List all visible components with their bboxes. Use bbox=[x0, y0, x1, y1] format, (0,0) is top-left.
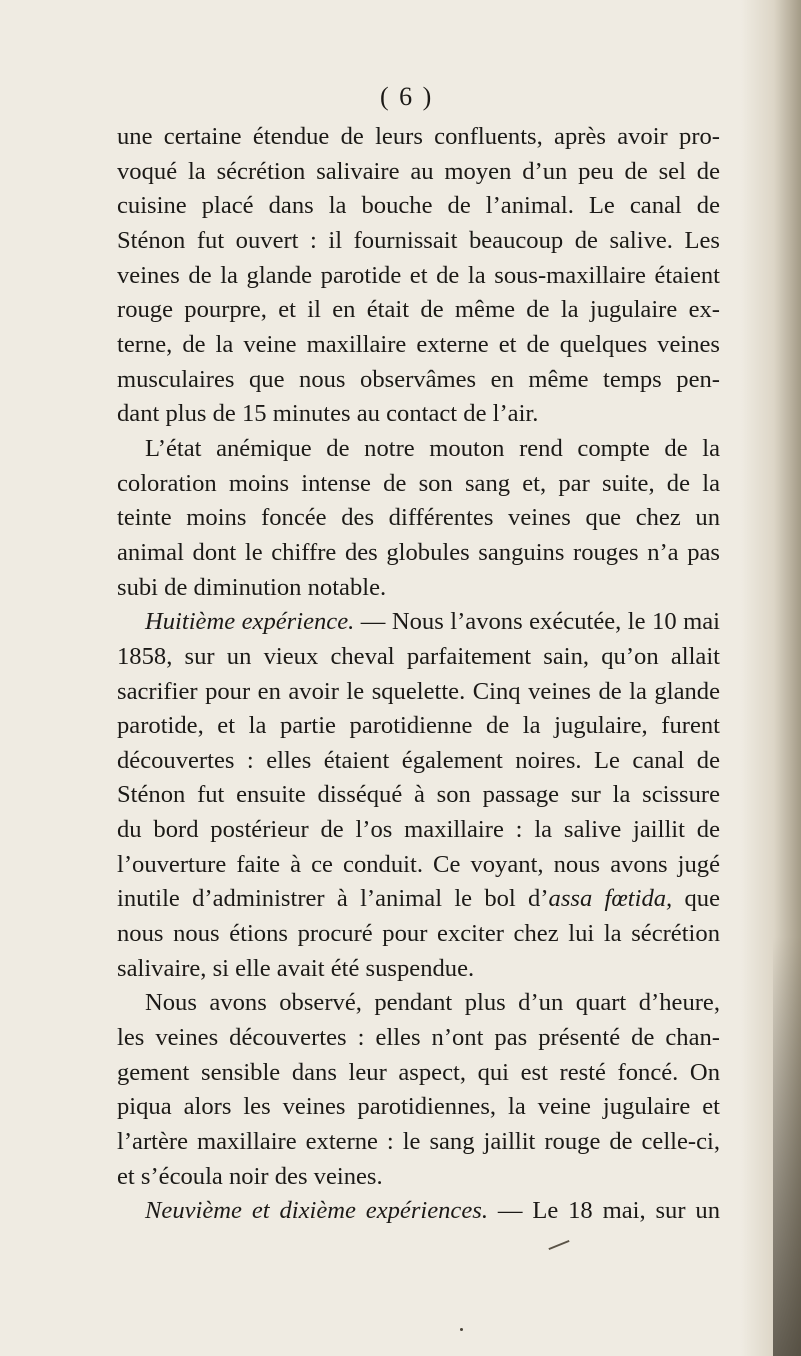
page-number: ( 6 ) bbox=[380, 82, 434, 111]
text-line: piqua alors les veines parotidiennes, la veine jugulaire et bbox=[117, 1093, 720, 1121]
text-line bbox=[117, 882, 720, 917]
paper-mark bbox=[548, 1240, 569, 1250]
text-line: 1858, sur un vieux cheval parfaitement sain, qu’on allait bbox=[117, 642, 720, 670]
text-line: une certaine étendue de leurs confluents, après avoir pro- bbox=[117, 123, 720, 150]
text-line: découvertes : elles étaient également noires. Le canal de bbox=[117, 746, 720, 774]
text-line: cuisine placé dans la bouche de l’animal. Le canal de bbox=[117, 192, 720, 220]
text-line: coloration moins intense de son sang et, par suite, de la bbox=[117, 469, 720, 497]
text-line: parotide, et la partie parotidienne de la jugulaire, furent bbox=[117, 712, 720, 740]
italic-term: assa fœtida, bbox=[548, 885, 673, 913]
text-line: musculaires que nous observâmes en même temps pen- bbox=[117, 365, 720, 393]
text-line: nous nous étions procuré pour exciter chez lui la sécrétion bbox=[117, 920, 720, 948]
text-line: teinte moins foncée des différentes veines que chez un bbox=[117, 504, 720, 532]
text-line: Nous avons observé, pendant plus d’un quart d’heure, bbox=[145, 989, 720, 1017]
text-line: sacrifier pour en avoir le squelette. Cinq veines de la glande bbox=[117, 677, 720, 705]
text-line: animal dont le chiffre des globules sanguins rouges n’a pas bbox=[117, 538, 720, 566]
text-line: salivaire, si elle avait été suspendue. bbox=[117, 954, 475, 982]
page-body bbox=[117, 120, 720, 1229]
text-line: terne, de la veine maxillaire externe et de quelques veines bbox=[117, 330, 720, 358]
page-corner-shadow bbox=[773, 936, 801, 1356]
text-line: du bord postérieur de l’os maxillaire : la salive jaillit de bbox=[117, 816, 720, 844]
text-line: voqué la sécrétion salivaire au moyen d’un peu de sel de bbox=[117, 157, 720, 185]
text-line: l’artère maxillaire externe : le sang jaillit rouge de celle-ci, bbox=[117, 1128, 720, 1156]
text-line: l’ouverture faite à ce conduit. Ce voyant, nous avons jugé bbox=[117, 850, 720, 878]
text-line: Sténon fut ouvert : il fournissait beaucoup de salive. Les bbox=[117, 226, 720, 254]
text-run: — Le 18 mai, sur un bbox=[488, 1197, 720, 1225]
text-line: L’état anémique de notre mouton rend compte de la bbox=[145, 434, 720, 462]
experiment-heading: Huitième expérience. bbox=[145, 608, 355, 636]
text-line: dant plus de 15 minutes au contact de l’air. bbox=[117, 400, 539, 428]
experiment-heading-line bbox=[117, 605, 720, 640]
text-line: les veines découvertes : elles n’ont pas présenté de chan- bbox=[117, 1024, 720, 1052]
paper-speck bbox=[460, 1328, 463, 1331]
experiment-heading-line bbox=[117, 1194, 720, 1229]
text-line: et s’écoula noir des veines. bbox=[117, 1162, 383, 1190]
text-line: veines de la glande parotide et de la sous-maxillaire étaient bbox=[117, 261, 720, 289]
text-run: — Nous l’avons exécutée, le 10 mai bbox=[354, 608, 720, 636]
text-line: rouge pourpre, et il en était de même de la jugulaire ex- bbox=[117, 296, 720, 324]
experiment-heading: Neuvième et dixième expériences. bbox=[145, 1197, 488, 1225]
text-line: subi de diminution notable. bbox=[117, 573, 387, 601]
text-run: que bbox=[672, 885, 721, 913]
text-line: gement sensible dans leur aspect, qui est resté foncé. On bbox=[117, 1058, 720, 1086]
text-run: inutile d’administrer à l’animal le bol d’ bbox=[117, 885, 549, 913]
text-line: Sténon fut ensuite disséqué à son passage sur la scissure bbox=[117, 781, 720, 809]
